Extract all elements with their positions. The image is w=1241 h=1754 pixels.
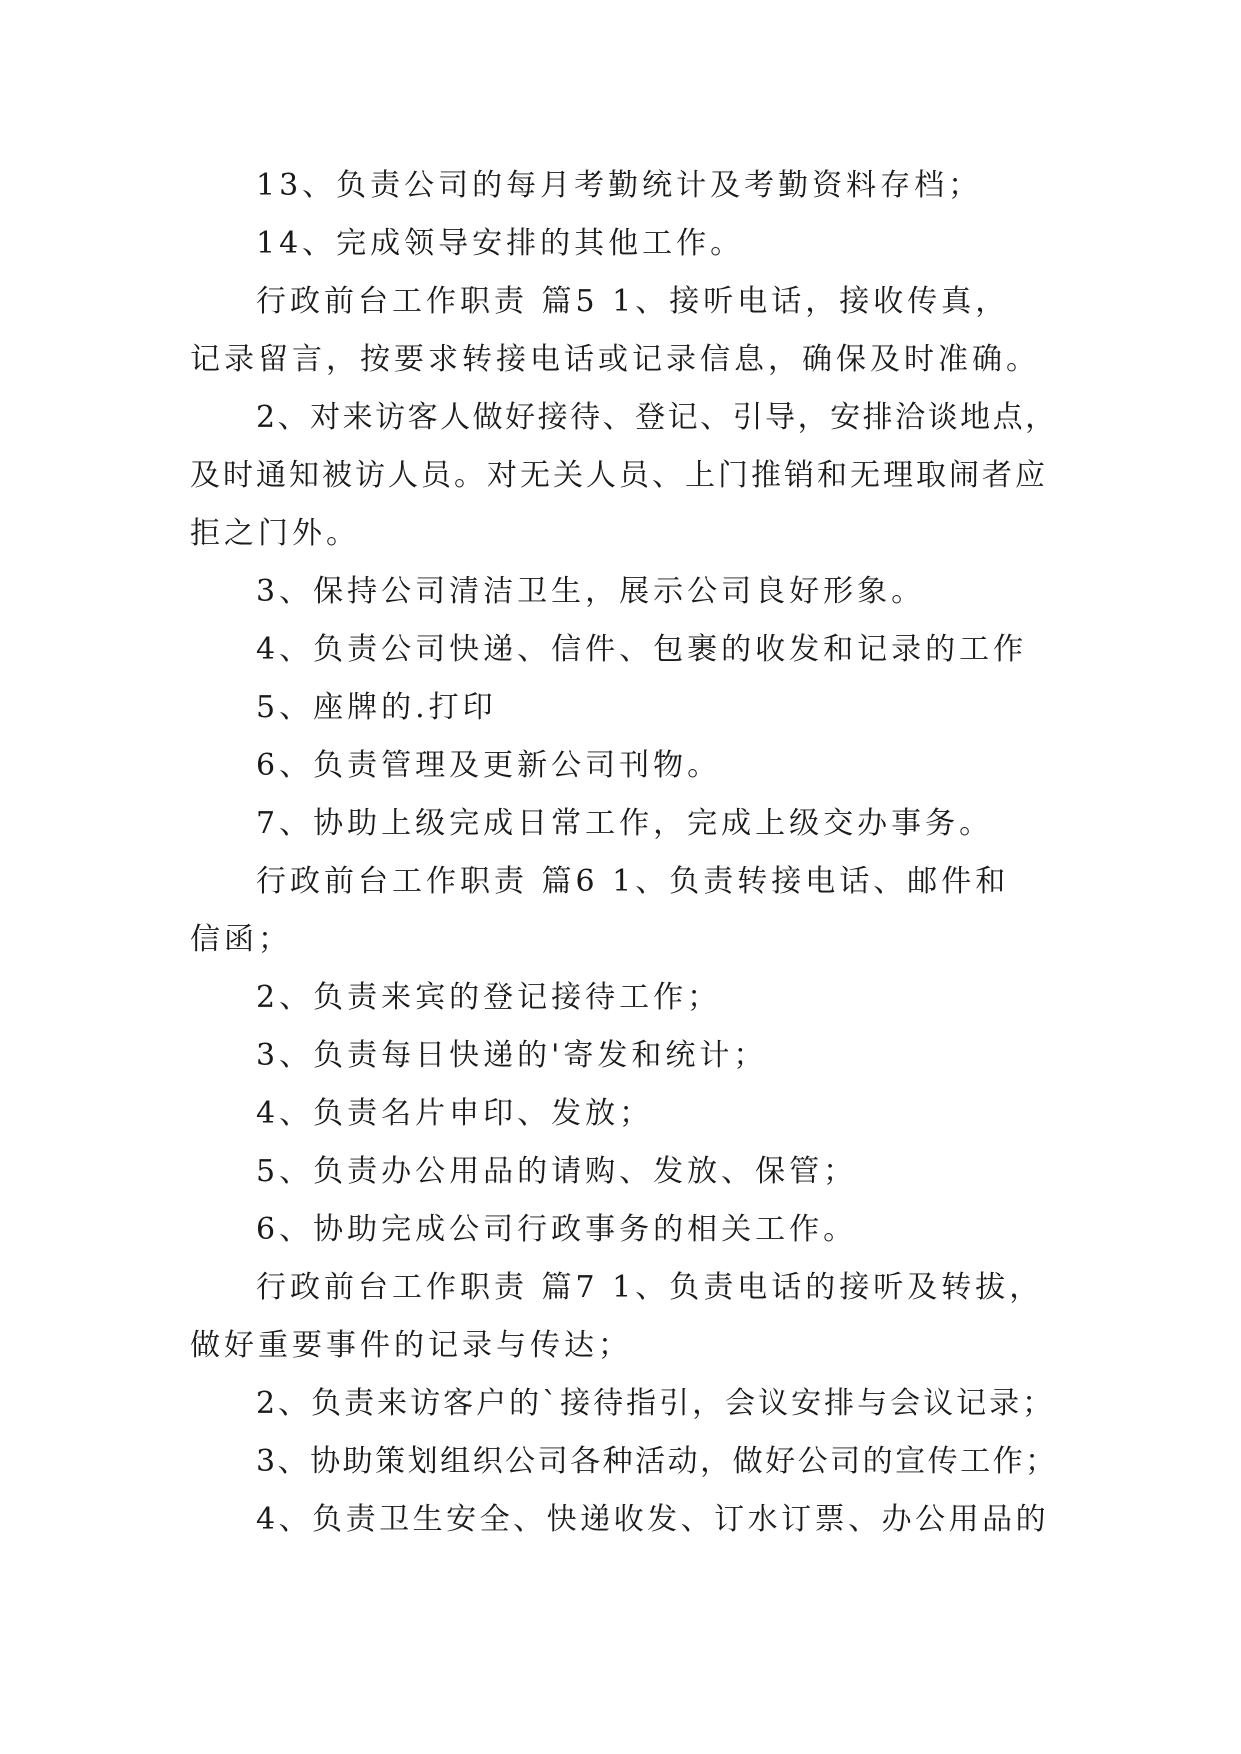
text-line: 2、负责来访客户的`接待指引，会议安排与会议记录； <box>256 1386 1056 1421</box>
text-line: 3、保持公司清洁卫生，展示公司良好形象。 <box>256 574 926 609</box>
text-line: 4、负责名片申印、发放； <box>256 1096 654 1131</box>
text-line: 6、负责管理及更新公司刊物。 <box>256 748 722 783</box>
text-line: 做好重要事件的记录与传达； <box>190 1328 632 1363</box>
text-line: 3、负责每日快递的'寄发和统计； <box>256 1038 768 1073</box>
text-line: 7、协助上级完成日常工作，完成上级交办事务。 <box>256 806 994 841</box>
text-line: 拒之门外。 <box>190 516 360 551</box>
text-line: 及时通知被访人员。对无关人员、上门推销和无理取闹者应 <box>190 458 1048 493</box>
text-line: 4、负责公司快递、信件、包裹的收发和记录的工作 <box>256 632 1028 667</box>
text-line: 4、负责卫生安全、快递收发、订水订票、办公用品的 <box>256 1502 1050 1537</box>
section-heading-line: 行政前台工作职责 篇5 1、接听电话，接收传真， <box>256 284 1010 319</box>
text-line: 2、对来访客人做好接待、登记、引导，安排洽谈地点， <box>256 400 1058 435</box>
text-line: 5、座牌的.打印 <box>256 690 497 725</box>
text-line: 信函； <box>190 922 292 957</box>
text-line: 13、负责公司的每月考勤统计及考勤资料存档； <box>256 168 983 203</box>
text-line: 记录留言，按要求转接电话或记录信息，确保及时准确。 <box>190 342 1040 377</box>
text-line: 2、负责来宾的登记接待工作； <box>256 980 722 1015</box>
text-line: 3、协助策划组织公司各种活动，做好公司的宣传工作； <box>256 1444 1058 1479</box>
section-heading-line: 行政前台工作职责 篇7 1、负责电话的接听及转拔， <box>256 1270 1044 1305</box>
text-line: 5、负责办公用品的请购、发放、保管； <box>256 1154 858 1189</box>
section-heading-line: 行政前台工作职责 篇6 1、负责转接电话、邮件和 <box>256 864 1010 899</box>
text-line: 14、完成领导安排的其他工作。 <box>256 226 745 261</box>
text-line: 6、协助完成公司行政事务的相关工作。 <box>256 1212 858 1247</box>
